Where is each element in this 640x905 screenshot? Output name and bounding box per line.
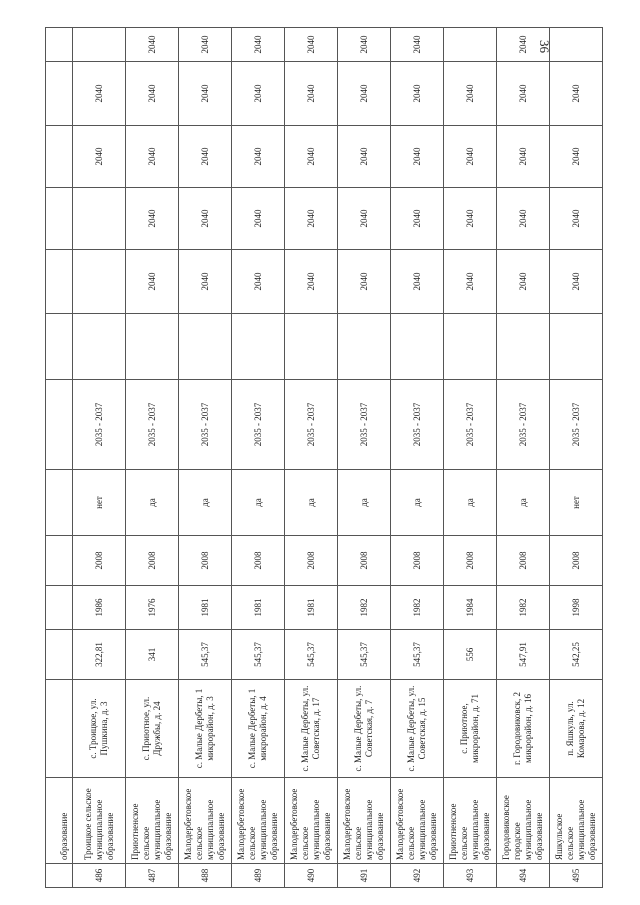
table-row <box>179 28 232 888</box>
plan-cell <box>73 314 126 380</box>
plan-cell: 2040 <box>232 250 285 314</box>
flag-cell: да <box>285 470 338 536</box>
plan-cell <box>232 314 285 380</box>
row-number: 489 <box>232 864 285 888</box>
row-number: 493 <box>444 864 497 888</box>
build-year-cell: 1982 <box>338 586 391 630</box>
period-cell: 2035 - 2037 <box>391 380 444 470</box>
municipality-cell: Малодербетовское сельское муниципальное образование <box>232 778 285 864</box>
address-cell: с. Малые Дербеты, ул. Советская, д. 15 <box>391 680 444 778</box>
period-cell: 2035 - 2037 <box>338 380 391 470</box>
area-sqm-cell: 542,25 <box>550 630 603 680</box>
plan-cell: 2040 <box>179 126 232 188</box>
survey-year-cell: 2008 <box>338 536 391 586</box>
header-cell <box>46 586 73 630</box>
header-cell <box>46 630 73 680</box>
municipality-cell: Приютненское сельское муниципальное образование <box>444 778 497 864</box>
plan-cell: 2040 <box>285 62 338 126</box>
plan-cell <box>338 314 391 380</box>
plan-cell <box>73 188 126 250</box>
plan-cell: 2040 <box>497 28 550 62</box>
area-sqm-cell: 545,37 <box>232 630 285 680</box>
flag-cell: да <box>179 470 232 536</box>
address-cell: г. Городовиковск, 2 микрорайон, д. 16 <box>497 680 550 778</box>
table-row <box>232 28 285 888</box>
build-year-cell: 1982 <box>391 586 444 630</box>
plan-cell: 2040 <box>444 126 497 188</box>
plan-cell <box>444 28 497 62</box>
period-cell: 2035 - 2037 <box>73 380 126 470</box>
plan-cell: 2040 <box>179 250 232 314</box>
plan-cell: 2040 <box>497 126 550 188</box>
header-cell <box>46 536 73 586</box>
period-cell: 2035 - 2037 <box>285 380 338 470</box>
plan-cell <box>391 314 444 380</box>
plan-cell <box>73 28 126 62</box>
address-cell: с. Малые Дербеты, 1 микрорайон, д. 3 <box>179 680 232 778</box>
plan-cell: 2040 <box>497 62 550 126</box>
plan-cell: 2040 <box>126 188 179 250</box>
header-cell <box>46 28 73 62</box>
municipality-cell: Малодербетовское сельское муниципальное образование <box>285 778 338 864</box>
plan-cell: 2040 <box>444 250 497 314</box>
rotated-table-container <box>45 28 631 888</box>
area-sqm-cell: 547,91 <box>497 630 550 680</box>
header-cell <box>46 188 73 250</box>
flag-cell: да <box>497 470 550 536</box>
plan-cell: 2040 <box>338 250 391 314</box>
area-sqm-cell: 322,81 <box>73 630 126 680</box>
plan-cell: 2040 <box>391 250 444 314</box>
plan-cell: 2040 <box>179 188 232 250</box>
plan-cell <box>73 250 126 314</box>
survey-year-cell: 2008 <box>285 536 338 586</box>
flag-cell: да <box>444 470 497 536</box>
address-cell: с. Троицкое, ул. Пушкина, д. 3 <box>73 680 126 778</box>
build-year-cell: 1976 <box>126 586 179 630</box>
header-cell <box>46 470 73 536</box>
plan-cell <box>497 314 550 380</box>
table-row <box>285 28 338 888</box>
plan-cell: 2040 <box>232 188 285 250</box>
survey-year-cell: 2008 <box>179 536 232 586</box>
build-year-cell: 1981 <box>285 586 338 630</box>
build-year-cell: 1981 <box>232 586 285 630</box>
area-sqm-cell: 341 <box>126 630 179 680</box>
plan-cell: 2040 <box>179 28 232 62</box>
flag-cell: нет <box>550 470 603 536</box>
plan-cell: 2040 <box>126 126 179 188</box>
plan-cell: 2040 <box>550 126 603 188</box>
area-sqm-cell: 556 <box>444 630 497 680</box>
plan-cell: 2040 <box>126 62 179 126</box>
plan-cell: 2040 <box>497 188 550 250</box>
plan-cell: 2040 <box>179 62 232 126</box>
row-number: 486 <box>73 864 126 888</box>
plan-cell: 2040 <box>444 62 497 126</box>
area-sqm-cell: 545,37 <box>338 630 391 680</box>
build-year-cell: 1986 <box>73 586 126 630</box>
area-sqm-cell: 545,37 <box>179 630 232 680</box>
survey-year-cell: 2008 <box>497 536 550 586</box>
header-cell <box>46 250 73 314</box>
survey-year-cell: 2008 <box>391 536 444 586</box>
survey-year-cell: 2008 <box>550 536 603 586</box>
plan-cell: 2040 <box>550 188 603 250</box>
area-sqm-cell: 545,37 <box>285 630 338 680</box>
plan-cell: 2040 <box>391 188 444 250</box>
table-row <box>73 28 126 888</box>
municipality-cell: Городовиковское городское муниципальное образование <box>497 778 550 864</box>
plan-cell: 2040 <box>338 62 391 126</box>
address-cell: с. Малые Дербеты, 1 микрорайон, д. 4 <box>232 680 285 778</box>
plan-cell: 2040 <box>232 126 285 188</box>
build-year-cell: 1984 <box>444 586 497 630</box>
survey-year-cell: 2008 <box>444 536 497 586</box>
plan-cell: 2040 <box>73 62 126 126</box>
plan-cell: 2040 <box>285 250 338 314</box>
flag-cell: да <box>126 470 179 536</box>
address-cell: с. Приютное, микрорайон, д. 71 <box>444 680 497 778</box>
address-cell: с. Малые Дербеты, ул. Советская, д. 17 <box>285 680 338 778</box>
row-number: 491 <box>338 864 391 888</box>
plan-cell <box>126 314 179 380</box>
flag-cell: нет <box>73 470 126 536</box>
table-row <box>497 28 550 888</box>
period-cell: 2035 - 2037 <box>550 380 603 470</box>
header-cell <box>46 380 73 470</box>
plan-cell: 2040 <box>391 126 444 188</box>
plan-cell: 2040 <box>73 126 126 188</box>
header-cell <box>46 62 73 126</box>
period-cell: 2035 - 2037 <box>126 380 179 470</box>
plan-cell <box>550 314 603 380</box>
plan-cell <box>285 314 338 380</box>
table-row <box>126 28 179 888</box>
build-year-cell: 1982 <box>497 586 550 630</box>
table-row <box>338 28 391 888</box>
table-header-row <box>46 28 73 888</box>
header-cell <box>46 864 73 888</box>
plan-cell: 2040 <box>444 188 497 250</box>
address-cell: с. Малые Дербеты, ул. Советская, д. 7 <box>338 680 391 778</box>
page-number: 36 <box>537 40 552 53</box>
plan-cell: 2040 <box>550 250 603 314</box>
survey-year-cell: 2008 <box>126 536 179 586</box>
plan-cell: 2040 <box>126 250 179 314</box>
plan-cell: 2040 <box>126 28 179 62</box>
header-cell <box>46 314 73 380</box>
plan-cell: 2040 <box>497 250 550 314</box>
build-year-cell: 1981 <box>179 586 232 630</box>
row-number: 492 <box>391 864 444 888</box>
plan-cell: 2040 <box>391 62 444 126</box>
table-row <box>550 28 603 888</box>
municipality-cell: Троицкое сельское муниципальное образование <box>73 778 126 864</box>
header-cell <box>46 126 73 188</box>
flag-cell: да <box>232 470 285 536</box>
row-number: 495 <box>550 864 603 888</box>
address-cell: с. Приютное, ул. Дружбы, д. 24 <box>126 680 179 778</box>
plan-cell <box>444 314 497 380</box>
municipality-cell: Приютненское сельское муниципальное образование <box>126 778 179 864</box>
plan-cell: 2040 <box>338 188 391 250</box>
address-cell: п. Яшкуль, ул. Комарова, д. 12 <box>550 680 603 778</box>
header-cell: образование <box>46 778 73 864</box>
period-cell: 2035 - 2037 <box>179 380 232 470</box>
plan-cell: 2040 <box>285 126 338 188</box>
table-row <box>391 28 444 888</box>
plan-cell: 2040 <box>391 28 444 62</box>
municipality-cell: Яшкульское сельское муниципальное образование <box>550 778 603 864</box>
row-number: 494 <box>497 864 550 888</box>
survey-year-cell: 2008 <box>73 536 126 586</box>
plan-cell: 2040 <box>338 28 391 62</box>
flag-cell: да <box>391 470 444 536</box>
area-sqm-cell: 545,37 <box>391 630 444 680</box>
survey-year-cell: 2008 <box>232 536 285 586</box>
plan-cell: 2040 <box>285 28 338 62</box>
plan-cell <box>179 314 232 380</box>
housing-table <box>45 27 603 888</box>
plan-cell: 2040 <box>338 126 391 188</box>
build-year-cell: 1998 <box>550 586 603 630</box>
plan-cell: 2040 <box>285 188 338 250</box>
table-row <box>444 28 497 888</box>
period-cell: 2035 - 2037 <box>497 380 550 470</box>
plan-cell <box>550 28 603 62</box>
municipality-cell: Малодербетовское сельское муниципальное образование <box>179 778 232 864</box>
row-number: 487 <box>126 864 179 888</box>
municipality-cell: Малодербетовское сельское муниципальное образование <box>391 778 444 864</box>
period-cell: 2035 - 2037 <box>444 380 497 470</box>
header-cell <box>46 680 73 778</box>
row-number: 488 <box>179 864 232 888</box>
period-cell: 2035 - 2037 <box>232 380 285 470</box>
municipality-cell: Малодербетовское сельское муниципальное образование <box>338 778 391 864</box>
row-number: 490 <box>285 864 338 888</box>
flag-cell: да <box>338 470 391 536</box>
plan-cell: 2040 <box>550 62 603 126</box>
plan-cell: 2040 <box>232 62 285 126</box>
plan-cell: 2040 <box>232 28 285 62</box>
